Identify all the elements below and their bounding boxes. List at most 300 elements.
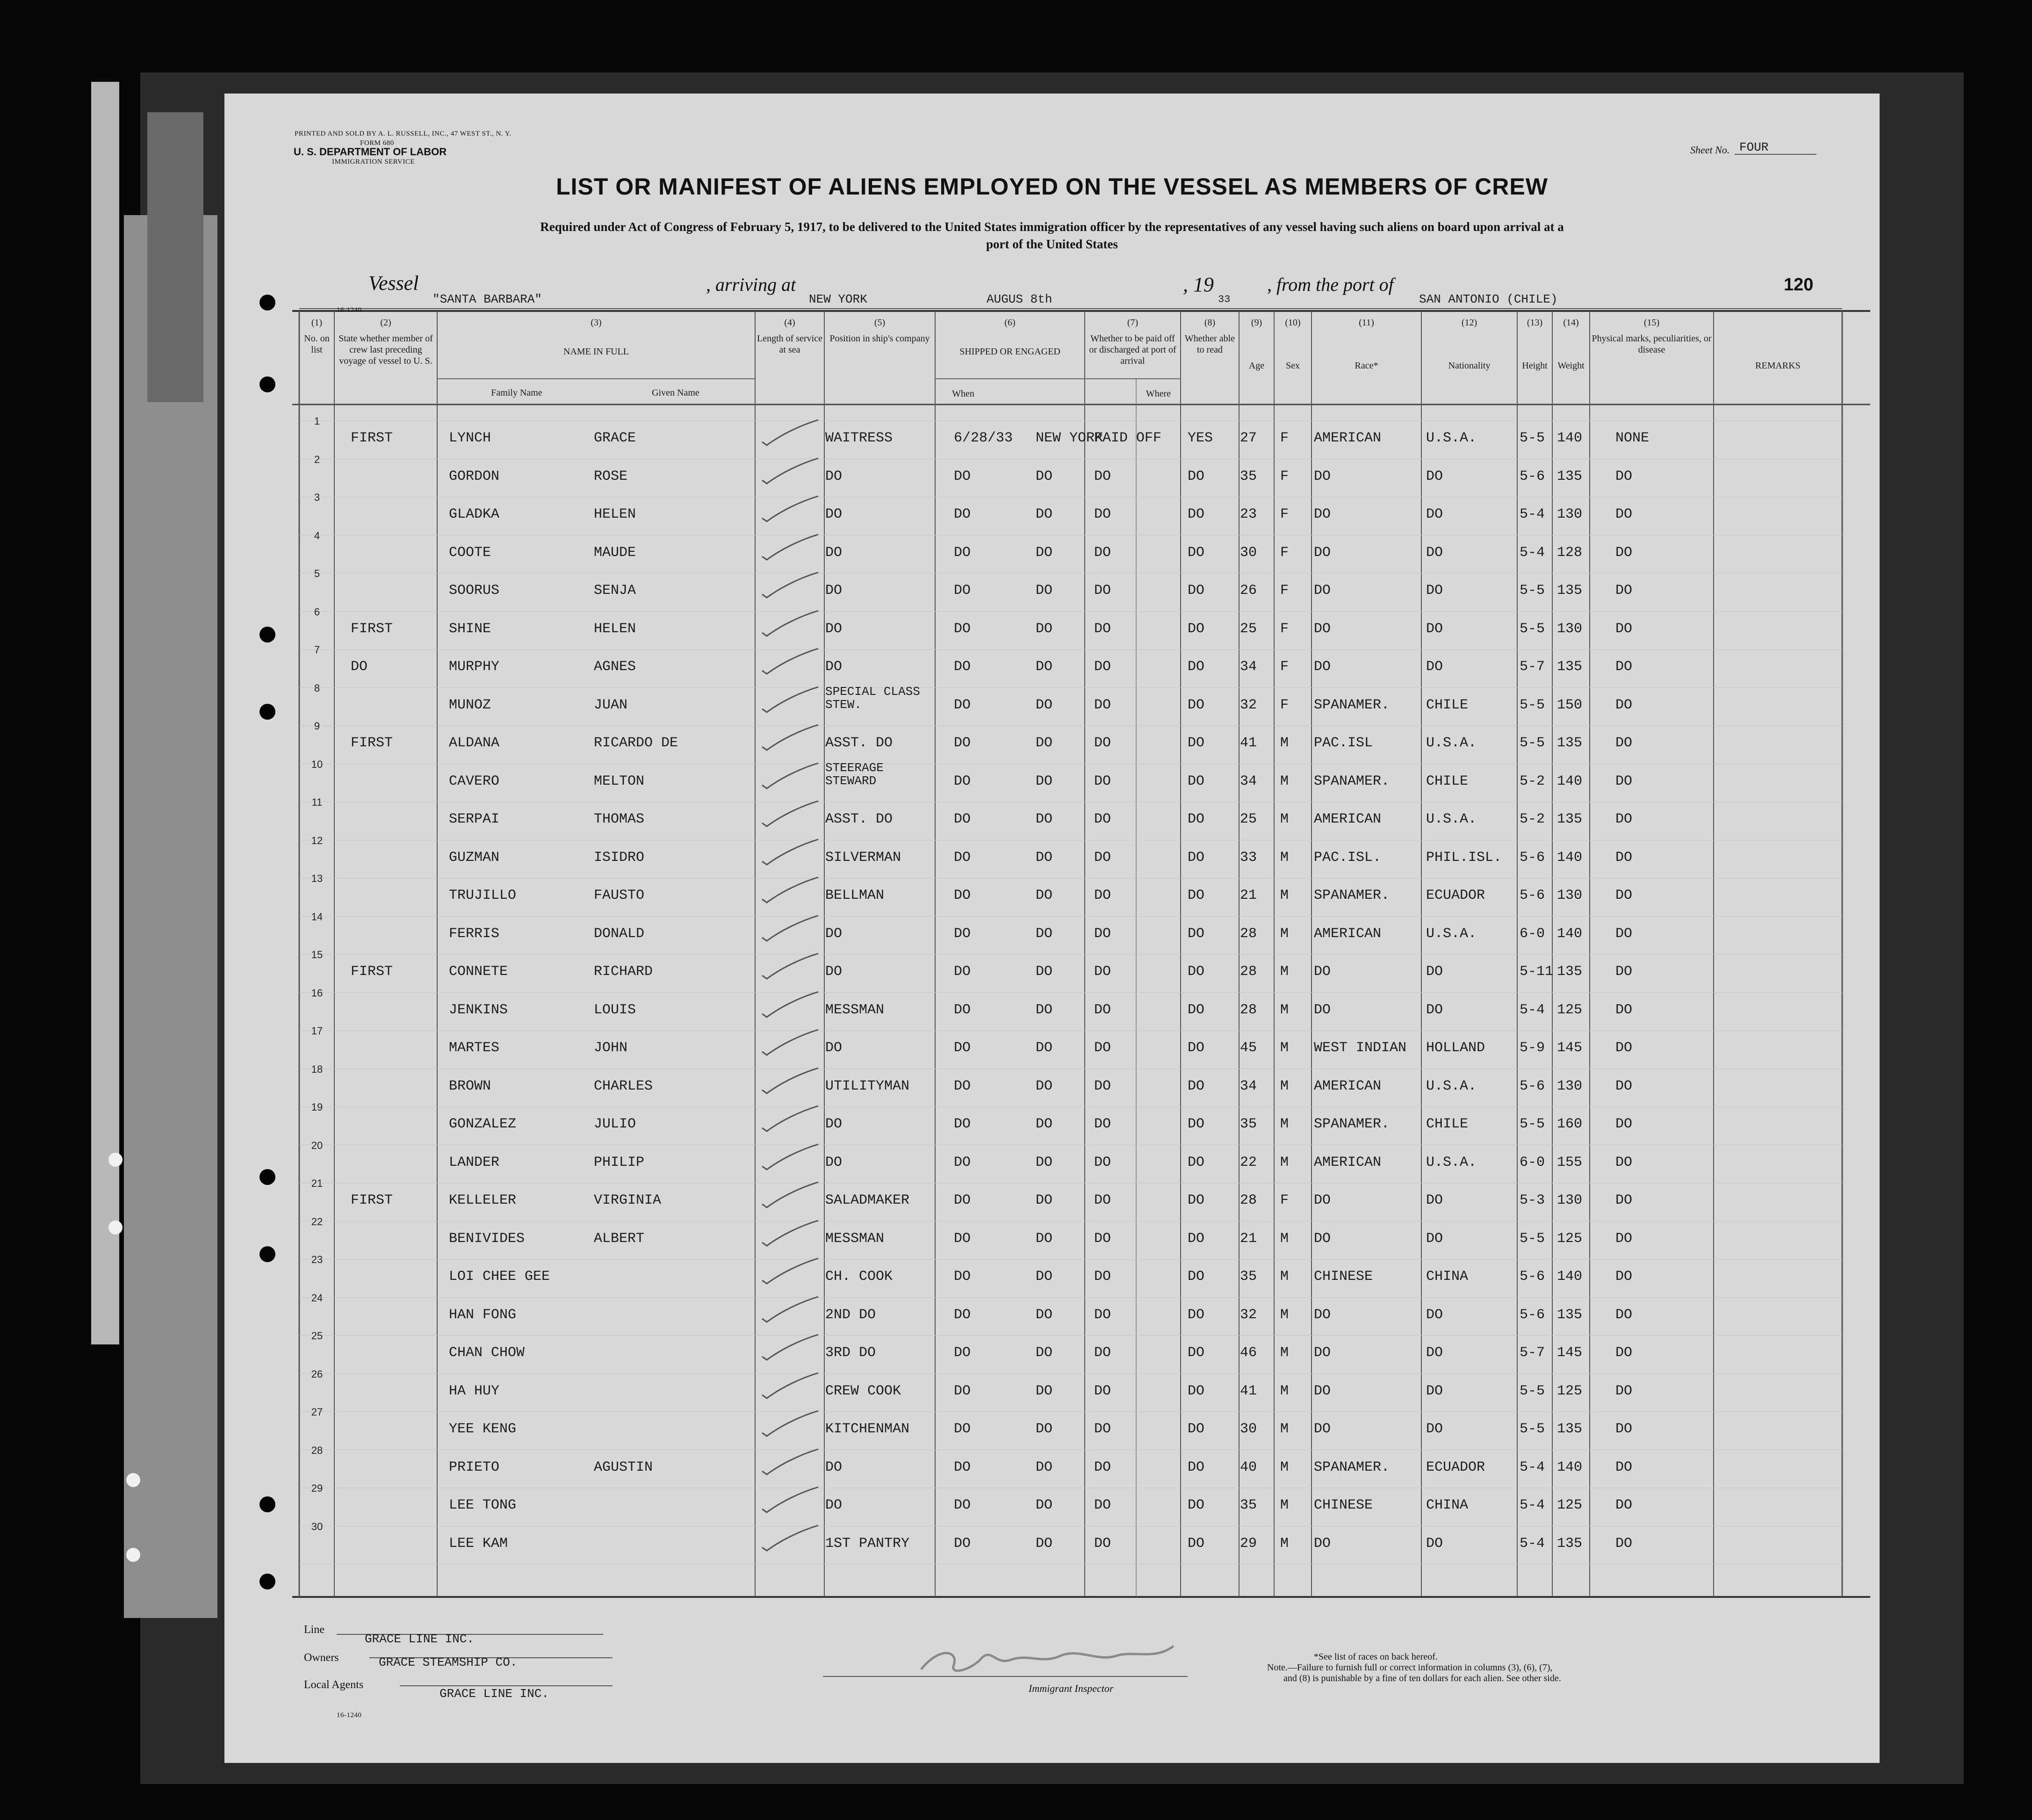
race: DO <box>1314 1002 1331 1018</box>
paid-off: DO <box>1094 621 1111 637</box>
previous-voyage: FIRST <box>351 621 393 637</box>
paid-off: DO <box>1094 1497 1111 1513</box>
check-mark <box>753 721 823 754</box>
manifest-sheet <box>224 94 1880 1763</box>
shipped-where: DO <box>1036 544 1053 561</box>
position: KITCHENMAN <box>825 1421 910 1437</box>
physical-marks: DO <box>1615 621 1633 637</box>
race: SPANAMER. <box>1314 697 1390 713</box>
height: 5-11 <box>1520 964 1554 980</box>
paid-off: DO <box>1094 1192 1111 1208</box>
sex: M <box>1280 735 1289 751</box>
family-name: GUZMAN <box>449 849 500 866</box>
column-header: Height <box>1522 361 1548 371</box>
shipped-where: DO <box>1036 468 1053 484</box>
race: DO <box>1314 544 1331 561</box>
owners-value: GRACE STEAMSHIP CO. <box>379 1655 518 1669</box>
nationality: CHILE <box>1426 773 1469 789</box>
column-subheader: Given Name <box>652 388 699 398</box>
race: AMERICAN <box>1314 811 1382 827</box>
shipped-where: DO <box>1036 583 1053 599</box>
physical-marks: DO <box>1615 659 1633 675</box>
form-code: 16-1240 <box>337 306 362 314</box>
nationality: DO <box>1426 583 1443 599</box>
shipped-when: DO <box>954 583 971 599</box>
height: 5-5 <box>1520 1383 1545 1399</box>
able-to-read: DO <box>1188 659 1205 675</box>
physical-marks: DO <box>1615 1535 1633 1552</box>
family-name: HAN FONG <box>449 1307 517 1323</box>
sex: M <box>1280 1497 1289 1513</box>
row-number: 18 <box>311 1063 323 1075</box>
age: 35 <box>1240 1269 1257 1285</box>
given-name: RICHARD <box>594 964 653 980</box>
weight: 135 <box>1557 964 1583 980</box>
height: 5-9 <box>1520 1040 1545 1056</box>
check-mark <box>753 1522 823 1554</box>
check-mark <box>753 607 823 640</box>
height: 5-5 <box>1520 1116 1545 1132</box>
check-mark <box>753 1102 823 1135</box>
race: DO <box>1314 1421 1331 1437</box>
given-name: AGNES <box>594 659 636 675</box>
position: DO <box>825 925 843 942</box>
paid-off: DO <box>1094 849 1111 866</box>
row-number: 1 <box>314 415 320 427</box>
age: 27 <box>1240 430 1257 446</box>
shipped-when: DO <box>954 964 971 980</box>
race: AMERICAN <box>1314 1154 1382 1170</box>
printer-line: PRINTED AND SOLD BY A. L. RUSSELL, INC., 47 WEST ST., N. Y. <box>295 130 512 137</box>
able-to-read: DO <box>1188 1383 1205 1399</box>
weight: 135 <box>1557 583 1583 599</box>
nationality: DO <box>1426 1307 1443 1323</box>
column-number: (11) <box>1359 318 1374 328</box>
row-number: 27 <box>311 1406 323 1418</box>
weight: 155 <box>1557 1154 1583 1170</box>
binder-hole <box>126 1548 140 1562</box>
check-mark <box>753 1483 823 1516</box>
weight: 130 <box>1557 888 1583 903</box>
check-mark <box>753 836 823 868</box>
position: 2ND DO <box>825 1307 876 1323</box>
height: 5-7 <box>1520 659 1545 675</box>
binder-hole <box>259 295 275 311</box>
shipped-where: DO <box>1036 1383 1053 1399</box>
physical-marks: DO <box>1615 1345 1633 1361</box>
physical-marks: DO <box>1615 849 1633 866</box>
position: DO <box>825 659 843 675</box>
shipped-when: DO <box>954 506 971 522</box>
column-subheader: When <box>952 389 974 399</box>
height: 5-3 <box>1520 1192 1545 1208</box>
nationality: DO <box>1426 621 1443 637</box>
position: DO <box>825 621 843 637</box>
weight: 145 <box>1557 1040 1583 1056</box>
shipped-when: DO <box>954 849 971 866</box>
able-to-read: DO <box>1188 925 1205 942</box>
row-number: 21 <box>311 1177 323 1189</box>
family-name: JENKINS <box>449 1002 508 1018</box>
arrival-year: 33 <box>1218 294 1231 305</box>
physical-marks: DO <box>1615 583 1633 599</box>
position: DO <box>825 1459 843 1475</box>
height: 5-5 <box>1520 697 1545 713</box>
weight: 130 <box>1557 1078 1583 1094</box>
previous-voyage: FIRST <box>351 964 393 980</box>
line-value: GRACE LINE INC. <box>365 1632 475 1646</box>
race: SPANAMER. <box>1314 1459 1390 1475</box>
race: AMERICAN <box>1314 430 1382 446</box>
race: SPANAMER. <box>1314 1116 1390 1132</box>
physical-marks: DO <box>1615 1002 1633 1018</box>
height: 5-5 <box>1520 1230 1545 1247</box>
able-to-read: DO <box>1188 506 1205 522</box>
race: CHINESE <box>1314 1497 1373 1513</box>
age: 41 <box>1240 735 1257 751</box>
shipped-where: DO <box>1036 925 1053 942</box>
height: 5-4 <box>1520 1459 1545 1475</box>
given-name: SENJA <box>594 583 636 599</box>
line-label: Line <box>304 1624 324 1636</box>
check-mark <box>753 1445 823 1478</box>
race: DO <box>1314 1383 1331 1399</box>
nationality: DO <box>1426 1192 1443 1208</box>
position: ASST. DO <box>825 735 893 751</box>
physical-marks: DO <box>1615 468 1633 484</box>
age: 28 <box>1240 1002 1257 1018</box>
given-name: ROSE <box>594 468 628 484</box>
able-to-read: DO <box>1188 1459 1205 1475</box>
given-name: ALBERT <box>594 1230 645 1247</box>
given-name: THOMAS <box>594 811 645 827</box>
shipped-when: DO <box>954 1345 971 1361</box>
nationality: ECUADOR <box>1426 1459 1485 1475</box>
paid-off: DO <box>1094 697 1111 713</box>
family-name: LEE KAM <box>449 1535 508 1552</box>
sex: M <box>1280 1078 1289 1094</box>
given-name: MAUDE <box>594 544 636 561</box>
binder-hole <box>259 1574 275 1589</box>
sex: F <box>1280 468 1289 484</box>
shipped-where: DO <box>1036 1230 1053 1247</box>
row-number: 19 <box>311 1101 323 1113</box>
weight: 130 <box>1557 506 1583 522</box>
age: 45 <box>1240 1040 1257 1056</box>
nationality: ECUADOR <box>1426 888 1485 903</box>
height: 5-5 <box>1520 430 1545 446</box>
age: 46 <box>1240 1345 1257 1361</box>
previous-voyage: DO <box>351 659 368 675</box>
sex: M <box>1280 1383 1289 1399</box>
family-name: MUNOZ <box>449 697 491 713</box>
shipped-when: DO <box>954 1154 971 1170</box>
age: 35 <box>1240 468 1257 484</box>
row-number: 17 <box>311 1025 323 1037</box>
family-name: HA HUY <box>449 1383 500 1399</box>
weight: 135 <box>1557 659 1583 675</box>
physical-marks: DO <box>1615 1307 1633 1323</box>
nationality: DO <box>1426 1421 1443 1437</box>
row-number: 20 <box>311 1139 323 1151</box>
column-header: Whether able to read <box>1184 333 1235 355</box>
position: STEERAGE STEWARD <box>825 760 884 788</box>
given-name: JUAN <box>594 697 628 713</box>
shipped-when: DO <box>954 697 971 713</box>
sex: F <box>1280 621 1289 637</box>
physical-marks: DO <box>1615 925 1633 942</box>
vessel-name: "SANTA BARBARA" <box>432 292 542 306</box>
physical-marks: DO <box>1615 697 1633 713</box>
shipped-when: DO <box>954 621 971 637</box>
age: 28 <box>1240 1192 1257 1208</box>
shipped-when: DO <box>954 1230 971 1247</box>
physical-marks: DO <box>1615 1078 1633 1094</box>
shipped-when: DO <box>954 1002 971 1018</box>
weight: 150 <box>1557 697 1583 713</box>
age: 23 <box>1240 506 1257 522</box>
check-mark <box>753 531 823 563</box>
family-name: COOTE <box>449 544 491 561</box>
height: 5-7 <box>1520 1345 1545 1361</box>
position: ASST. DO <box>825 811 893 827</box>
age: 25 <box>1240 621 1257 637</box>
weight: 130 <box>1557 621 1583 637</box>
column-number: (6) <box>1004 318 1016 328</box>
shipped-where: DO <box>1036 1497 1053 1513</box>
height: 5-4 <box>1520 1535 1545 1552</box>
page-number: 120 <box>1784 275 1814 295</box>
column-header: Sex <box>1286 361 1300 371</box>
height: 5-4 <box>1520 1497 1545 1513</box>
race: DO <box>1314 1192 1331 1208</box>
age: 25 <box>1240 811 1257 827</box>
sex: F <box>1280 583 1289 599</box>
family-name: BENIVIDES <box>449 1230 525 1247</box>
sex: M <box>1280 1459 1289 1475</box>
departure-port: SAN ANTONIO (CHILE) <box>1419 292 1558 306</box>
paid-off: DO <box>1094 1307 1111 1323</box>
physical-marks: DO <box>1615 964 1633 980</box>
column-number: (12) <box>1461 318 1477 328</box>
able-to-read: DO <box>1188 621 1205 637</box>
family-name: SERPAI <box>449 811 500 827</box>
family-name: CONNETE <box>449 964 508 980</box>
physical-marks: DO <box>1615 735 1633 751</box>
shipped-when: DO <box>954 735 971 751</box>
position: DO <box>825 1040 843 1056</box>
sex: M <box>1280 1269 1289 1285</box>
shipped-where: DO <box>1036 1345 1053 1361</box>
race: DO <box>1314 468 1331 484</box>
shipped-where: DO <box>1036 888 1053 903</box>
age: 28 <box>1240 925 1257 942</box>
column-number: (3) <box>591 318 602 328</box>
weight: 130 <box>1557 1192 1583 1208</box>
sex: M <box>1280 1535 1289 1552</box>
check-mark <box>753 874 823 906</box>
shipped-when: DO <box>954 1269 971 1285</box>
nationality: U.S.A. <box>1426 811 1477 827</box>
check-mark <box>753 1331 823 1364</box>
nationality: DO <box>1426 1535 1443 1552</box>
column-number: (5) <box>874 318 886 328</box>
able-to-read: DO <box>1188 1078 1205 1094</box>
paid-off: DO <box>1094 659 1111 675</box>
physical-marks: DO <box>1615 811 1633 827</box>
weight: 135 <box>1557 1421 1583 1437</box>
race: DO <box>1314 1535 1331 1552</box>
binder-hole <box>126 1473 140 1487</box>
height: 5-6 <box>1520 849 1545 866</box>
paid-off: DO <box>1094 1383 1111 1399</box>
shipped-when: DO <box>954 659 971 675</box>
nationality: U.S.A. <box>1426 925 1477 942</box>
weight: 135 <box>1557 811 1583 827</box>
sex: M <box>1280 1230 1289 1247</box>
check-mark <box>753 645 823 678</box>
position: 1ST PANTRY <box>825 1535 910 1552</box>
able-to-read: DO <box>1188 888 1205 903</box>
physical-marks: DO <box>1615 1459 1633 1475</box>
sex: F <box>1280 506 1289 522</box>
paid-off: DO <box>1094 506 1111 522</box>
nationality: CHILE <box>1426 1116 1469 1132</box>
nationality: DO <box>1426 1002 1443 1018</box>
position: WAITRESS <box>825 430 893 446</box>
position: CH. COOK <box>825 1269 893 1285</box>
age: 34 <box>1240 1078 1257 1094</box>
weight: 135 <box>1557 735 1583 751</box>
weight: 140 <box>1557 1459 1583 1475</box>
physical-marks: DO <box>1615 1040 1633 1056</box>
race: DO <box>1314 1345 1331 1361</box>
column-header: REMARKS <box>1755 361 1801 371</box>
column-number: (15) <box>1643 318 1660 328</box>
able-to-read: DO <box>1188 964 1205 980</box>
shipped-where: DO <box>1036 1535 1053 1552</box>
binder-hole <box>259 1169 275 1185</box>
sex: F <box>1280 1192 1289 1208</box>
sex: M <box>1280 925 1289 942</box>
family-name: CAVERO <box>449 773 500 789</box>
age: 35 <box>1240 1497 1257 1513</box>
able-to-read: DO <box>1188 1154 1205 1170</box>
binder-hole <box>259 704 275 720</box>
weight: 125 <box>1557 1002 1583 1018</box>
physical-marks: DO <box>1615 1192 1633 1208</box>
position: DO <box>825 1497 843 1513</box>
given-name: HELEN <box>594 506 636 522</box>
family-name: LYNCH <box>449 430 491 446</box>
nationality: DO <box>1426 1230 1443 1247</box>
agents-value: GRACE LINE INC. <box>440 1687 549 1701</box>
previous-voyage: FIRST <box>351 735 393 751</box>
binder-hole <box>108 1153 122 1167</box>
given-name: PHILIP <box>594 1154 645 1170</box>
check-mark <box>753 1217 823 1249</box>
row-number: 9 <box>314 720 320 732</box>
shipped-where: DO <box>1036 1154 1053 1170</box>
sex: M <box>1280 964 1289 980</box>
row-number: 7 <box>314 644 320 656</box>
nationality: DO <box>1426 1345 1443 1361</box>
column-header: SHIPPED OR ENGAGED <box>959 347 1060 357</box>
row-number: 13 <box>311 873 323 884</box>
paid-off: DO <box>1094 1535 1111 1552</box>
shipped-when: DO <box>954 1459 971 1475</box>
able-to-read: DO <box>1188 1307 1205 1323</box>
check-mark <box>753 455 823 487</box>
nationality: HOLLAND <box>1426 1040 1485 1056</box>
race: DO <box>1314 659 1331 675</box>
paid-off: DO <box>1094 773 1111 789</box>
family-name: LANDER <box>449 1154 500 1170</box>
shipped-where: DO <box>1036 849 1053 866</box>
column-number: (8) <box>1204 318 1216 328</box>
race: DO <box>1314 506 1331 522</box>
physical-marks: DO <box>1615 1497 1633 1513</box>
paid-off: DO <box>1094 1002 1111 1018</box>
shipped-where: DO <box>1036 1078 1053 1094</box>
nationality: U.S.A. <box>1426 735 1477 751</box>
row-number: 24 <box>311 1292 323 1304</box>
binder-hole <box>259 1496 275 1512</box>
sex: F <box>1280 544 1289 561</box>
year-label: , 19 <box>1183 273 1214 296</box>
row-number: 29 <box>311 1482 323 1494</box>
shipped-where: DO <box>1036 506 1053 522</box>
row-number: 30 <box>311 1520 323 1532</box>
shipped-when: DO <box>954 1497 971 1513</box>
row-number: 14 <box>311 910 323 923</box>
weight: 140 <box>1557 849 1583 866</box>
check-mark <box>753 912 823 945</box>
shipped-where: NEW YORK <box>1036 430 1103 446</box>
physical-marks: DO <box>1615 1383 1633 1399</box>
position: UTILITYMAN <box>825 1078 910 1094</box>
nationality: DO <box>1426 506 1443 522</box>
sex: F <box>1280 659 1289 675</box>
shipped-where: DO <box>1036 1459 1053 1475</box>
given-name: FAUSTO <box>594 888 645 903</box>
subtitle-line-1: Required under Act of Congress of February 5, 1917, to be delivered to the United States immigration officer by the representatives of any vessel having such aliens on board upon arrival at a <box>540 220 1564 234</box>
check-mark <box>753 1026 823 1059</box>
race: DO <box>1314 1230 1331 1247</box>
race: AMERICAN <box>1314 1078 1382 1094</box>
height: 6-0 <box>1520 925 1545 942</box>
column-header: Age <box>1248 361 1265 371</box>
column-number: (10) <box>1285 318 1301 328</box>
able-to-read: DO <box>1188 773 1205 789</box>
race: AMERICAN <box>1314 925 1382 942</box>
row-number: 6 <box>314 606 320 618</box>
races-note: *See list of races on back hereof. <box>1314 1652 1438 1662</box>
column-number: (2) <box>380 318 391 328</box>
physical-marks: DO <box>1615 773 1633 789</box>
check-mark <box>753 1141 823 1173</box>
column-number: (9) <box>1251 318 1262 328</box>
position: DO <box>825 544 843 561</box>
age: 26 <box>1240 583 1257 599</box>
age: 30 <box>1240 1421 1257 1437</box>
check-mark <box>753 1178 823 1211</box>
able-to-read: DO <box>1188 468 1205 484</box>
sex: M <box>1280 1154 1289 1170</box>
arriving-label: , arriving at <box>706 274 796 295</box>
able-to-read: DO <box>1188 1345 1205 1361</box>
sex: F <box>1280 430 1289 446</box>
